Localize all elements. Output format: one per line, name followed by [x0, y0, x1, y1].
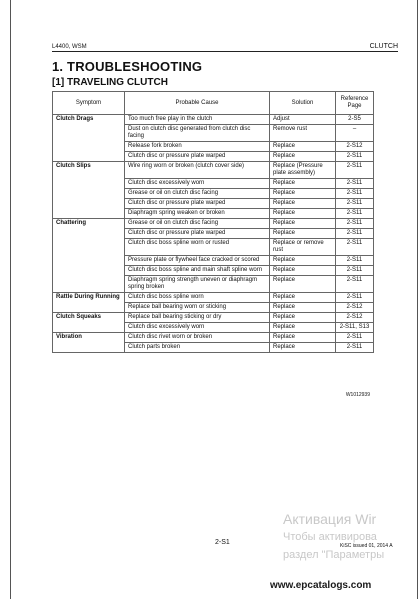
- solution-cell: Replace: [270, 256, 336, 266]
- cause-cell: Replace ball bearing worn or sticking: [125, 303, 270, 313]
- solution-cell: Replace or remove rust: [270, 239, 336, 256]
- header-model: L4400, WSM: [52, 44, 87, 50]
- reference-cell: 2-S12: [336, 313, 374, 323]
- reference-cell: 2-S11: [336, 152, 374, 162]
- solution-cell: Replace: [270, 266, 336, 276]
- table-row: [53, 115, 374, 125]
- cause-cell: Replace ball bearing sticking or dry: [125, 313, 270, 323]
- table-row: [53, 333, 374, 343]
- header-section: CLUTCH: [369, 43, 398, 50]
- reference-cell: 2-S11: [336, 199, 374, 209]
- col-header-cause: Probable Cause: [125, 92, 270, 115]
- solution-cell: Replace: [270, 333, 336, 343]
- cause-cell: Dust on clutch disc generated from clutch disc facing: [125, 125, 270, 142]
- cause-cell: Clutch disc boss spline worn: [125, 293, 270, 303]
- cause-cell: Release fork broken: [125, 142, 270, 152]
- reference-cell: 2-S12: [336, 142, 374, 152]
- solution-cell: Replace: [270, 219, 336, 229]
- cause-cell: Clutch disc rivet worn or broken: [125, 333, 270, 343]
- solution-cell: Replace: [270, 343, 336, 353]
- cause-cell: Clutch disc excessively worn: [125, 323, 270, 333]
- cause-cell: Clutch disc excessively worn: [125, 179, 270, 189]
- solution-cell: Replace: [270, 189, 336, 199]
- solution-cell: Adjust: [270, 115, 336, 125]
- cause-cell: Diaphragm spring strength uneven or diaphragm spring broken: [125, 276, 270, 293]
- reference-cell: 2-S11: [336, 266, 374, 276]
- table-body: [53, 115, 374, 353]
- issue-note: KiSC issued 01, 2014 A: [340, 543, 393, 549]
- cause-cell: Grease or oil on clutch disc facing: [125, 189, 270, 199]
- col-header-solution: Solution: [270, 92, 336, 115]
- solution-cell: Replace: [270, 209, 336, 219]
- solution-cell: Replace: [270, 199, 336, 209]
- reference-cell: 2-S11: [336, 293, 374, 303]
- table-row: [53, 219, 374, 229]
- solution-cell: Replace: [270, 229, 336, 239]
- reference-cell: 2-S11: [336, 239, 374, 256]
- reference-cell: 2-S11: [336, 162, 374, 179]
- header-rule: [52, 51, 398, 52]
- table-row: [53, 162, 374, 179]
- symptom-cell: Chattering: [53, 219, 125, 293]
- cause-cell: Clutch disc boss spline and main shaft spline worn: [125, 266, 270, 276]
- reference-cell: 2-S11: [336, 333, 374, 343]
- solution-cell: Replace (Pressure plate assembly): [270, 162, 336, 179]
- activation-watermark-line3: раздел "Параметры: [283, 549, 385, 561]
- reference-cell: 2-S5: [336, 115, 374, 125]
- solution-cell: Replace: [270, 293, 336, 303]
- col-header-reference: Reference Page: [336, 92, 374, 115]
- solution-cell: Replace: [270, 276, 336, 293]
- table-row: [53, 313, 374, 323]
- site-watermark: www.epcatalogs.com: [270, 580, 372, 591]
- symptom-cell: Clutch Squeaks: [53, 313, 125, 333]
- cause-cell: Clutch disc or pressure plate warped: [125, 152, 270, 162]
- table-row: [53, 293, 374, 303]
- document-code: W1012939: [345, 392, 370, 398]
- solution-cell: Remove rust: [270, 125, 336, 142]
- reference-cell: 2-S11: [336, 343, 374, 353]
- reference-cell: 2-S11: [336, 276, 374, 293]
- reference-cell: 2-S11: [336, 256, 374, 266]
- symptom-cell: Rattle During Running: [53, 293, 125, 313]
- solution-cell: Replace: [270, 152, 336, 162]
- reference-cell: 2-S11: [336, 229, 374, 239]
- reference-cell: 2-S11: [336, 179, 374, 189]
- symptom-cell: Vibration: [53, 333, 125, 353]
- reference-cell: 2-S12: [336, 303, 374, 313]
- cause-cell: Clutch parts broken: [125, 343, 270, 353]
- page-number: 2-S1: [215, 539, 230, 546]
- symptom-cell: Clutch Drags: [53, 115, 125, 162]
- cause-cell: Grease or oil on clutch disc facing: [125, 219, 270, 229]
- solution-cell: Replace: [270, 303, 336, 313]
- troubleshooting-table: [52, 91, 374, 353]
- activation-watermark-line1: Активация Wir: [283, 511, 377, 527]
- reference-cell: 2-S11: [336, 209, 374, 219]
- cause-cell: Clutch disc or pressure plate warped: [125, 229, 270, 239]
- page-title: 1. TROUBLESHOOTING: [52, 59, 203, 74]
- solution-cell: Replace: [270, 142, 336, 152]
- reference-cell: 2-S11: [336, 219, 374, 229]
- cause-cell: Wire ring worn or broken (clutch cover side): [125, 162, 270, 179]
- cause-cell: Diaphragm spring weaken or broken: [125, 209, 270, 219]
- solution-cell: Replace: [270, 179, 336, 189]
- reference-cell: 2-S11, S13: [336, 323, 374, 333]
- cause-cell: Clutch disc or pressure plate warped: [125, 199, 270, 209]
- section-subtitle: [1] TRAVELING CLUTCH: [52, 77, 168, 88]
- cause-cell: Clutch disc boss spline worn or rusted: [125, 239, 270, 256]
- activation-watermark-line2: Чтобы активирова: [283, 531, 377, 543]
- solution-cell: Replace: [270, 313, 336, 323]
- reference-cell: –: [336, 125, 374, 142]
- solution-cell: Replace: [270, 323, 336, 333]
- col-header-symptom: Symptom: [53, 92, 125, 115]
- symptom-cell: Clutch Slips: [53, 162, 125, 219]
- reference-cell: 2-S11: [336, 189, 374, 199]
- cause-cell: Too much free play in the clutch: [125, 115, 270, 125]
- cause-cell: Pressure plate or flywheel face cracked or scored: [125, 256, 270, 266]
- table-header-row: [53, 92, 374, 115]
